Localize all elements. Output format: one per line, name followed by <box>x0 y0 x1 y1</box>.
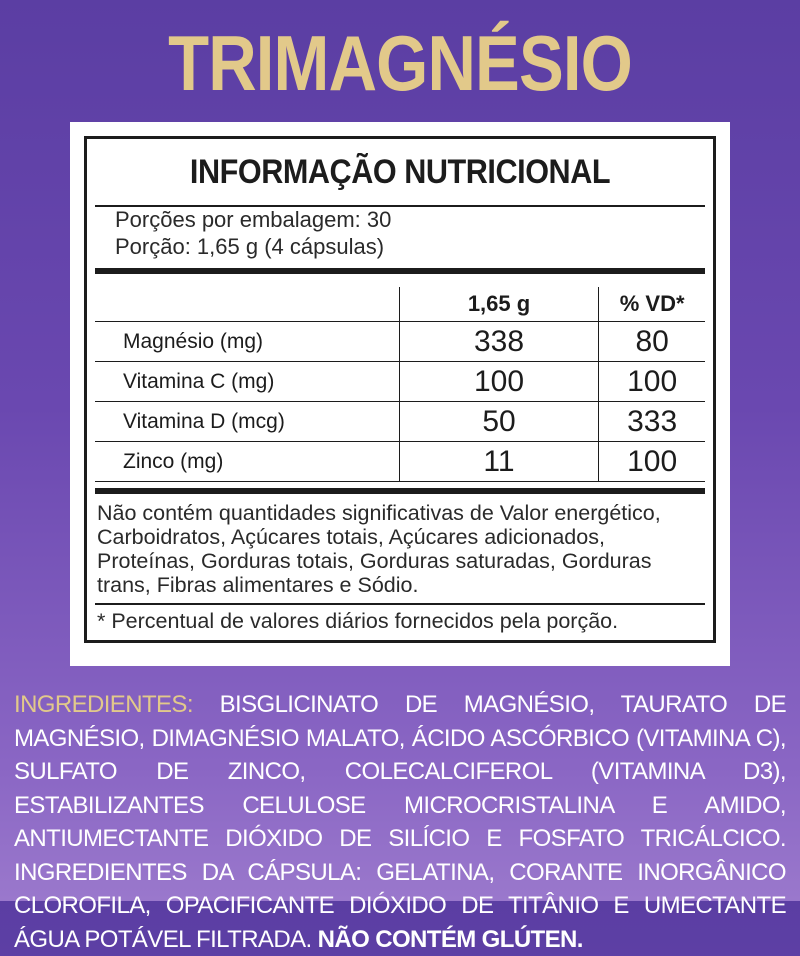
ingredients-text: BISGLICINATO DE MAGNÉSIO, TAURATO DE MAGNÉSIO, DIMAGNÉSIO MALATO, ÁCIDO ASCÓRBICO (VITAMINA C), SULFATO DE ZINCO, COLECALCIFEROL (VITAMINA D3), ESTABILIZANTES CELULOSE MICROCRISTALINA E AMIDO, ANTIUMECTANTE DIÓXIDO DE SILÍCIO E FOSFATO TRICÁLCICO. INGREDIENTES DA CÁPSULA: GELATINA, CORANTE INORGÂNICO CLOROFILA, OPACIFICANTE DIÓXIDO DE TITÂNIO E UMECTANTE ÁGUA POTÁVEL FILTRADA. <box>14 691 786 953</box>
table-header-row <box>95 287 705 322</box>
nutrient-name: Vitamina D (mcg) <box>95 402 399 442</box>
table-row <box>95 442 705 482</box>
nutrient-vd: 100 <box>599 362 705 402</box>
nutrient-amount: 50 <box>399 402 599 442</box>
nutrition-footnote: * Percentual de valores diários fornecidos pela porção. <box>97 609 619 633</box>
column-header-nutrient <box>95 287 399 322</box>
thick-divider <box>95 488 705 494</box>
table-row <box>95 402 705 442</box>
divider <box>95 603 705 605</box>
ingredients-block <box>14 688 786 956</box>
nutrition-label-panel <box>70 122 730 666</box>
nutrient-vd: 80 <box>599 322 705 362</box>
nutrient-name: Zinco (mg) <box>95 442 399 482</box>
nutrition-table <box>95 287 705 482</box>
table-row <box>95 362 705 402</box>
gluten-notice: NÃO CONTÉM GLÚTEN. <box>317 925 583 953</box>
ingredients-label: INGREDIENTES: <box>14 691 193 718</box>
column-header-amount: 1,65 g <box>399 287 599 322</box>
nutrition-disclaimer: Não contém quantidades significativas de Valor energético, Carboidratos, Açúcares totais, Açúcares adicionados, Proteínas, Gorduras totais, Gorduras saturadas, Gorduras trans, Fibras alimentares e Sódio. <box>97 501 661 597</box>
nutrition-facts-frame <box>84 136 716 643</box>
nutrient-amount: 11 <box>399 442 599 482</box>
column-header-vd: % VD* <box>599 287 705 322</box>
product-title: TRIMAGNÉSIO <box>168 19 632 107</box>
thick-divider <box>95 268 705 274</box>
nutrient-vd: 333 <box>599 402 705 442</box>
table-row <box>95 322 705 362</box>
nutrient-vd: 100 <box>599 442 705 482</box>
servings-per-package: Porções por embalagem: 30 <box>115 207 392 232</box>
nutrient-amount: 100 <box>399 362 599 402</box>
nutrient-name: Magnésio (mg) <box>95 322 399 362</box>
nutrient-amount: 338 <box>399 322 599 362</box>
nutrient-name: Vitamina C (mg) <box>95 362 399 402</box>
nutrition-title: INFORMAÇÃO NUTRICIONAL <box>189 153 611 191</box>
serving-size: Porção: 1,65 g (4 cápsulas) <box>115 234 385 259</box>
